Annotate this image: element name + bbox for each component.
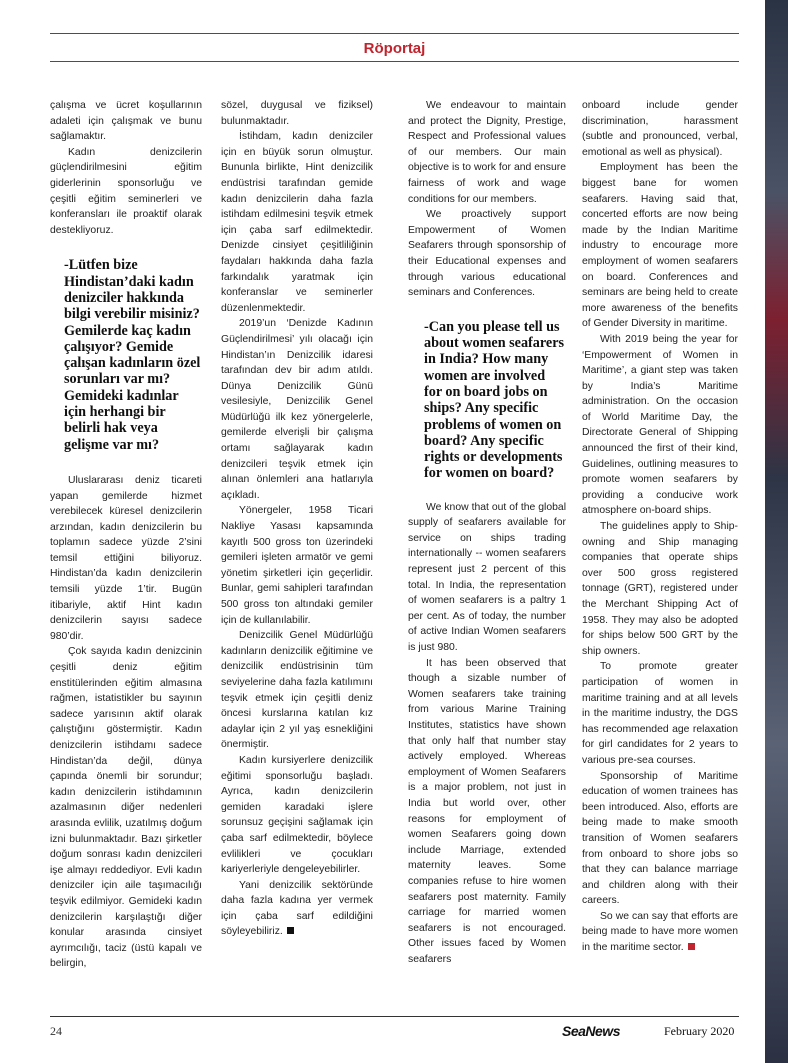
paragraph: 2019’un ‘Denizde Kadının Güçlendirilmesi’ yılı olacağı için Hindistan’ın Denizcilik idaresi tarafından dev bir adım atıldı. Dünya Denizcilik Günü vesilesiyle, Denizcilik Genel Müdürlüğü ilk kez yönergelerle, gemilerde elverişli bir çalışma ortamı sağlayarak kadın denizcileri teşvik etmek için alınan önlemleri ana hatlarıyla açıkladı. — [221, 318, 373, 501]
paragraph: We know that out of the global supply of seafarers available for service on ships trading internationally -- women seafarers represent just 2 percent of this total. In India, the representation of women seafarers is a paltry 1 per cent. As of today, the number of active Indian Women seafarers is just 980. — [408, 501, 566, 654]
interview-question-en: -Can you please tell us about women seafarers in India? How many women are involved for on board jobs on ships? Any specific problems of women on board? Any specific rights or developments for women on board? — [424, 318, 565, 482]
column-2-turkish — [221, 98, 373, 940]
paragraph: İstihdam, kadın denizciler için en büyük sorun olmuştur. Bununla birlikte, Hint denizcilik endüstrisi tarafından gemide kadın denizcilerin daha fazla istihdam edilmesini teşvik etmek için çaba sarf edilmektedir. Denizde cinsiyet çeşitliliğinin faydaları hakkında daha fazla farkındalık yaratmak için konferanslar ve seminerler düzenlenmektedir. — [221, 131, 373, 314]
paragraph-end — [221, 878, 373, 940]
paragraph: Denizcilik Genel Müdürlüğü kadınların denizcilik eğitimine ve denizcilik endüstrisinin tüm seviyelerine daha fazla katılımını teşvik etmek için çeşitli deniz öncesi kurslarına katılan kız adaylar için 2 yıl yaş esnekliğini önermiştir. — [221, 630, 373, 751]
footer-rule — [50, 1016, 739, 1017]
header-rule-top — [50, 33, 739, 34]
paragraph: Employment has been the biggest bane for women seafarers. Having said that, concerted efforts are now being made by the Indian Maritime industry to encourage more employment of women seafarers on board. Conferences and seminars are being held to create more awareness of the benefits of Gender Diversity in maritime. — [582, 162, 738, 330]
header-rule-bottom — [50, 61, 739, 62]
paragraph: sözel, duygusal ve fiziksel) bulunmaktadır. — [221, 100, 373, 127]
paragraph: The guidelines apply to Ship-owning and Ship managing companies that operate ships over 500 gross registered tonnage (GRT), registered under the Merchant Shipping Act of 1958. They may also be adopted for ships below 500 GRT by the ship owners. — [582, 521, 738, 657]
paragraph: To promote greater participation of women in maritime training and at all levels in the maritime industry, the DGS has recommended age relaxation for girl candidates for 2 years to various pre-sea courses. — [582, 661, 738, 766]
magazine-logo: SeaNews — [562, 1023, 620, 1039]
page-edge-photo-strip — [765, 0, 788, 1063]
paragraph: We proactively support Empowerment of Women Seafarers through sponsorship of their Educational expenses and through various educational seminars and Conferences. — [408, 209, 566, 299]
end-mark-icon — [287, 927, 294, 934]
paragraph: Sponsorship of Maritime education of women trainees has been introduced. Also, efforts are being made to make smooth transition of Women seafarers from onboard to shore jobs so that they can balance marriage and children along with their careers. — [582, 770, 738, 907]
paragraph: So we can say that efforts are being made to have more women in the maritime sector. — [582, 910, 738, 954]
page-number: 24 — [50, 1024, 62, 1038]
section-title: Röportaj — [363, 40, 426, 57]
issue-date: February 2020 — [664, 1024, 735, 1038]
paragraph: Yönergeler, 1958 Ticari Nakliye Yasası kapsamında kayıtlı 500 gross ton üzerindeki gemileri işleten armatör ve gemi yönetim şirketleri için geçerlidir. Bunlar, gemi sahipleri tarafından 500 gross ton altındaki gemiler için de kullanılabilir. — [221, 505, 373, 626]
paragraph: çalışma ve ücret koşullarının adaleti için çalışmak ve bunu sağlamaktır. — [50, 100, 202, 143]
interview-question-tr: -Lütfen bize Hindistan’daki kadın denizciler hakkında bilgi verebilir misiniz? Gemilerde kaç kadın çalışıyor? Gemide çalışan kadınların özel sorunları var mı? Gemideki kadınlar için herhangi bir belirli hak veya gelişme var mı? — [64, 257, 201, 453]
column-3-english — [408, 98, 566, 968]
paragraph: Kadın kursiyerlere denizcilik eğitimi sponsorluğu başladı. Ayrıca, kadın denizcilerin gemiden karadaki işlere sorunsuz geçişini sağlamak için çaba sarf edilmektedir, böylece evlilikleri ve çocukları kariyerleriyle dengeleyebilirler. — [221, 754, 373, 876]
paragraph: With 2019 being the year for ‘Empowerment of Women in Maritime’, a giant step was taken by India’s Maritime administration. On the occasion of World Maritime Day, the Directorate General of Shipping announced the first of their kind, Guidelines, outlining measures to promote women seafarers by providing a conducive work atmosphere on-board ships. — [582, 333, 738, 517]
paragraph-end — [582, 909, 738, 956]
end-mark-icon — [688, 943, 695, 950]
paragraph: Çok sayıda kadın denizcinin çeşitli deniz eğitim enstitülerinden eğitim almasına rağmen, istatistikler bu sayının sadece yarısının aktif olarak çalıştığını göstermiştir. Kadın denizcilerin istihdamı sadece Hindistan’da değil, dünya çapında önemli bir sorundur; kadın denizcilerin istihdamının azalmasının diğer nedenleri arasında evlilik, uzatılmış doğum izni bulunmaktadır. Bazı şirketler doğum sonrası kadın denizcileri işe almayı reddediyor. Evli kadın denizciler için aile taşımacılığı teşvik edilmiyor. Gemideki kadın denizcilerin karşılaştığı diğer konular arasında cinsiyet ayrımcılığı, taciz (üstü kapalı ve belirgin, — [50, 646, 202, 970]
column-4-english — [582, 98, 738, 956]
paragraph: Kadın denizcilerin güçlendirilmesini eğitim giderlerinin sponsorluğu ve çeşitli eğitim seminerleri ve konferansları ile proaktif olarak destekliyoruz. — [50, 146, 202, 236]
paragraph: Yani denizcilik sektöründe daha fazla kadına yer vermek için çaba sarf edildiğini söyleyebiliriz. — [221, 879, 373, 938]
paragraph: Uluslararası deniz ticareti yapan gemilerde hizmet verebilecek küresel denizcilerin arzından, kadın denizcilerin bu toplamın sadece yüzde 2’sini temsil ettiğini biliyoruz. Hindistan’da kadın denizcilerin temsili yüzde 1’tir. Bugün itibariyle, aktif Hint kadın denizcilerin sayısı sadece 980’dir. — [50, 474, 202, 642]
paragraph: It has been observed that though a sizable number of Women seafarers take training from various Marine Training Institutes, statistics have shown that only half that number stay actively employed. Whereas employment of Women Seafarers is a major problem, not just in India but world over, other reasons for employment of women Seafarers going down include Marriage, extended maternity leaves. Some companies refuse to hire women seafarers post maternity. Family carriage for married women seafarers is not encouraged. Other issues faced by Women seafarers — [408, 657, 566, 965]
paragraph: We endeavour to maintain and protect the Dignity, Prestige, Respect and Professional values of our members. Our main objective is to work for and ensure fairness of work and wage conditions for our members. — [408, 100, 566, 205]
paragraph: onboard include gender discrimination, harassment (subtle and pronounced, verbal, emotional as well as physical). — [582, 100, 738, 158]
column-1-turkish — [50, 98, 202, 972]
